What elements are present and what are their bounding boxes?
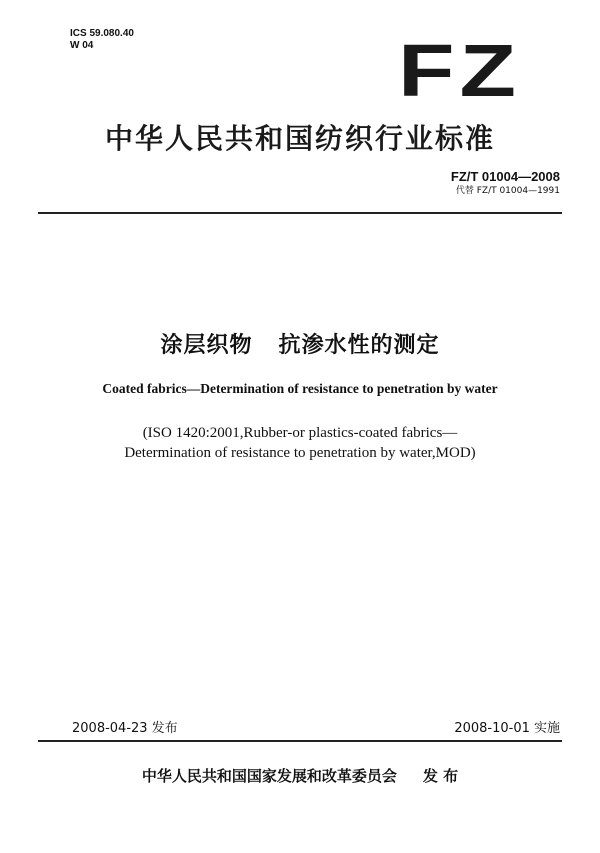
implementation-date: 2008-10-01 实施 — [454, 721, 560, 736]
ics-block — [70, 28, 134, 52]
replaces-standard: 代替 FZ/T 01004—1991 — [455, 186, 560, 196]
issuer-action: 发 布 — [422, 767, 459, 785]
standard-name: 中华人民共和国纺织行业标准 — [104, 122, 495, 155]
classification-code: W 04 — [70, 40, 94, 51]
issue-date: 2008-04-23 发布 — [72, 721, 178, 736]
title-chinese: 涂层织物 抗渗水性的测定 — [160, 333, 440, 358]
top-divider — [38, 212, 562, 214]
ics-code: ICS 59.080.40 — [70, 28, 134, 39]
iso-reference-line-1: (ISO 1420:2001,Rubber-or plastics-coated fabrics— — [142, 425, 458, 441]
issuer-name: 中华人民共和国国家发展和改革委员会 — [141, 767, 397, 785]
standard-number: FZ/T 01004—2008 — [450, 169, 560, 184]
bottom-divider — [38, 740, 562, 742]
iso-reference — [0, 423, 600, 463]
issuer — [0, 765, 600, 786]
fz-logo: FZ — [398, 29, 522, 112]
iso-reference-line-2: Determination of resistance to penetration by water,MOD) — [124, 445, 476, 461]
title-english: Coated fabrics—Determination of resistance to penetration by water — [102, 381, 498, 396]
